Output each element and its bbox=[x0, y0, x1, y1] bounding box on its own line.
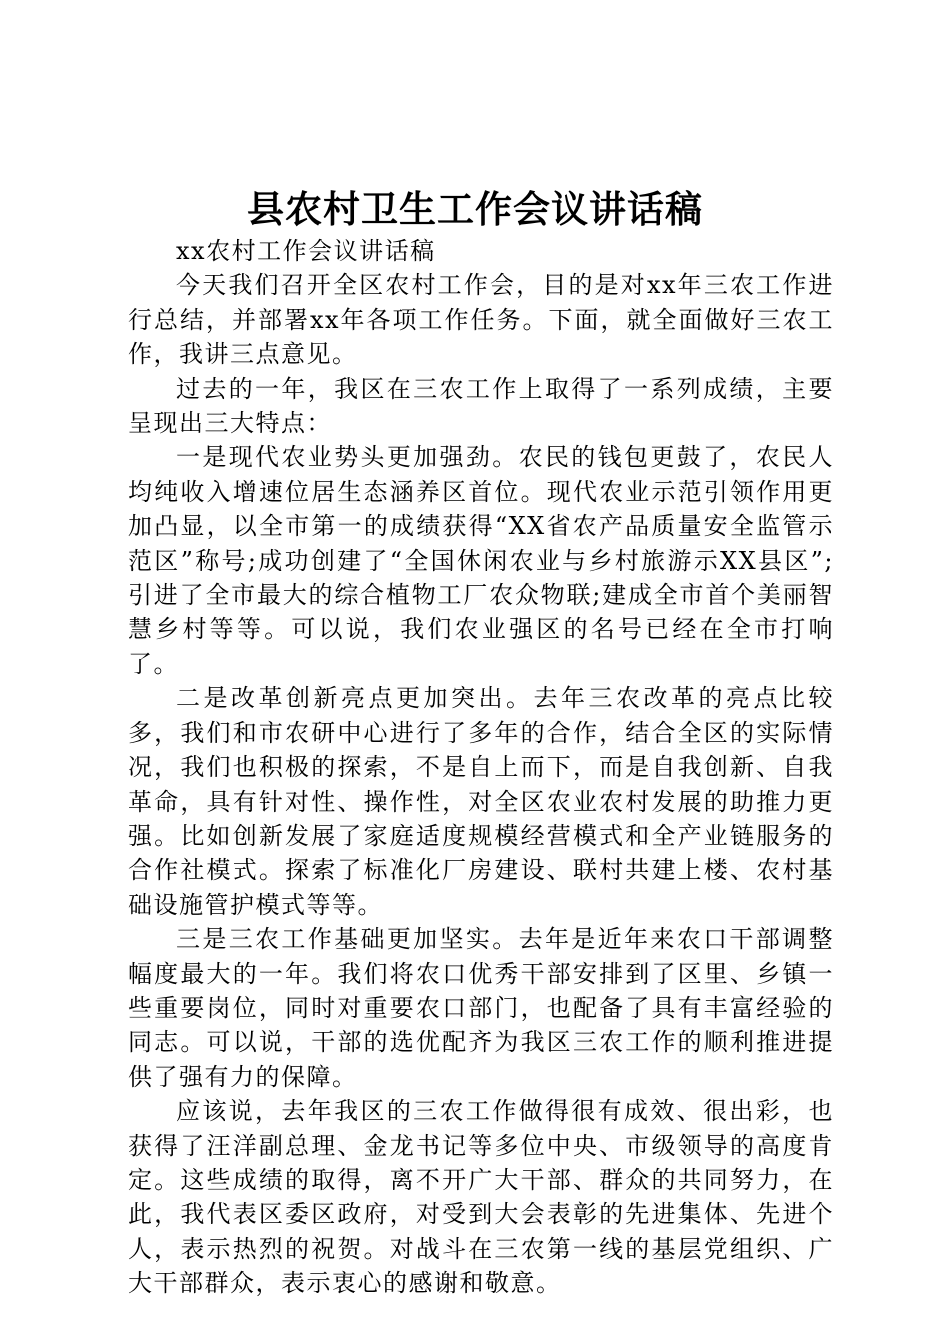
paragraph-intro: 今天我们召开全区农村工作会，目的是对xx年三农工作进行总结，并部署xx年各项工作任务。下面，就全面做好三农工作，我讲三点意见。 bbox=[128, 271, 834, 369]
document-title: 县农村卫生工作会议讲话稿 bbox=[247, 187, 703, 231]
paragraph-point-three: 三是三农工作基础更加坚实。去年是近年来农口干部调整幅度最大的一年。我们将农口优秀干部安排到了区里、乡镇一些重要岗位，同时对重要农口部门，也配备了具有丰富经验的同志。可以说，干部的选优配齐为我区三农工作的顺利推进提供了强有力的保障。 bbox=[128, 925, 834, 1091]
paragraph-conclusion: 应该说，去年我区的三农工作做得很有成效、很出彩，也获得了汪洋副总理、金龙书记等多位中央、市级领导的高度肯定。这些成绩的取得，离不开广大干部、群众的共同努力，在此，我代表区委区政府，对受到大会表彰的先进集体、先进个人，表示热烈的祝贺。对战斗在三农第一线的基层党组织、广大干部群众，表示衷心的感谢和敬意。 bbox=[128, 1097, 834, 1298]
document-body bbox=[128, 234, 834, 1301]
paragraph-summary: 过去的一年，我区在三农工作上取得了一系列成绩，主要呈现出三大特点： bbox=[128, 374, 834, 438]
paragraph-point-one: 一是现代农业势头更加强劲。农民的钱包更鼓了，农民人均纯收入增速位居生态涵养区首位。现代农业示范引领作用更加凸显，以全市第一的成绩获得“XX省农产品质量安全监管示范区”称号;成功创建了“全国休闲农业与乡村旅游示XX县区”;引进了全市最大的综合植物工厂农众物联;建成全市首个美丽智慧乡村等等。可以说，我们农业强区的名号已经在全市打响了。 bbox=[128, 443, 834, 678]
paragraph-heading: xx农村工作会议讲话稿 bbox=[176, 237, 436, 265]
paragraph-point-two: 二是改革创新亮点更加突出。去年三农改革的亮点比较多，我们和市农研中心进行了多年的合作，结合全区的实际情况，我们也积极的探索，不是自上而下，而是自我创新、自我革命，具有针对性、操作性，对全区农业农村发展的助推力更强。比如创新发展了家庭适度规模经营模式和全产业链服务的合作社模式。探索了标准化厂房建设、联村共建上楼、农村基础设施管护模式等等。 bbox=[128, 684, 834, 919]
